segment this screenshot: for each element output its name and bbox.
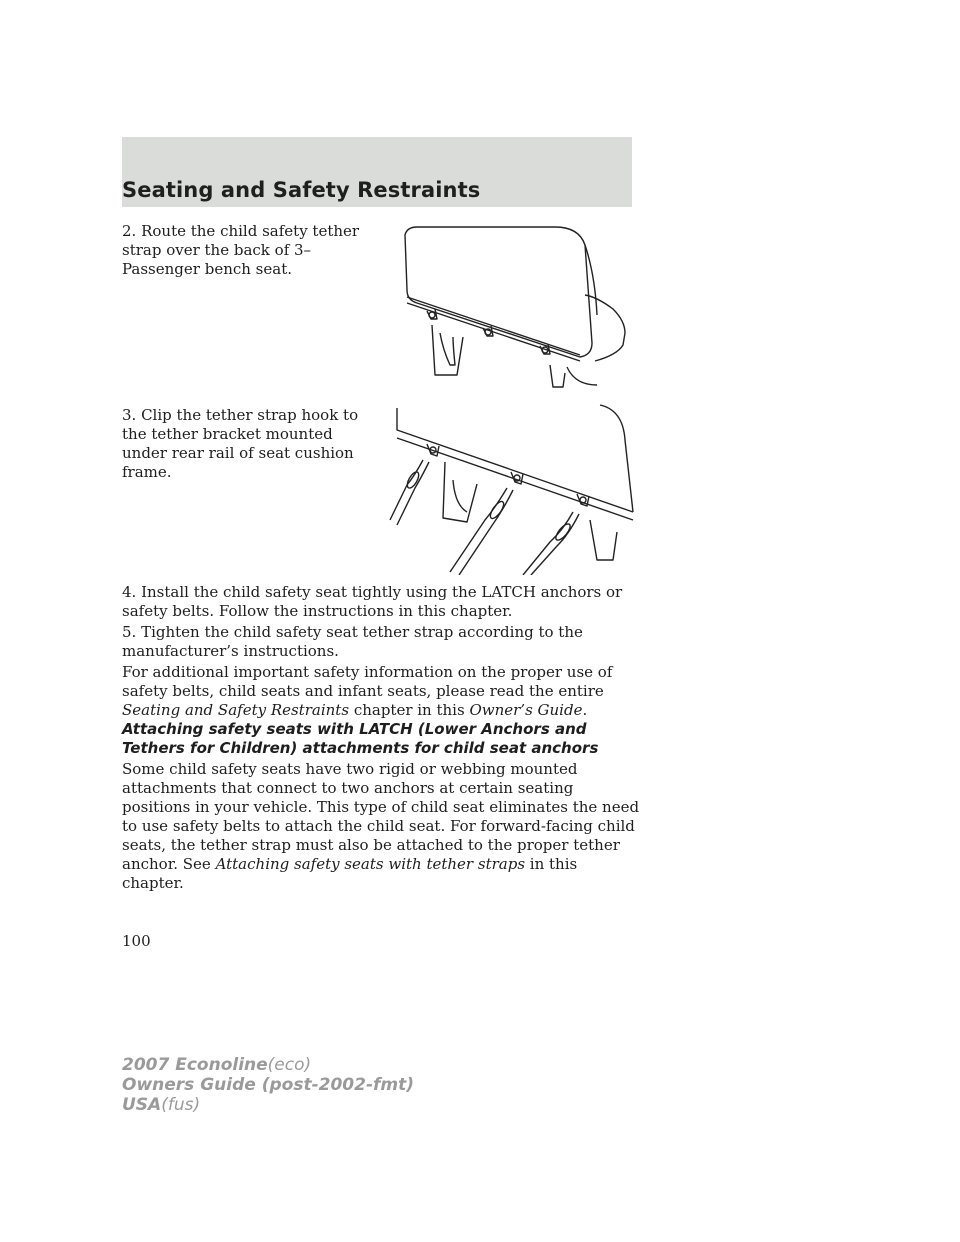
para2-text-a: Some child safety seats have two rigid or webbing mounted attachments that connect to two anchors at certain seating positions in your vehicle. This type of child seat eliminates the need to use safety belts to attach the child seat. For forward-facing child seats, the tether strap must also be attached to the proper tether anchor. See bbox=[122, 760, 640, 873]
para1-italic-a: Seating and Safety Restraints bbox=[122, 701, 350, 719]
footer-model: 2007 Econoline bbox=[122, 1055, 268, 1075]
footer-line-2 bbox=[122, 1075, 414, 1095]
document-footer bbox=[122, 1055, 414, 1115]
step-3-text: 3. Clip the tether strap hook to the tether bracket mounted under rear rail of seat cushion frame. bbox=[122, 406, 359, 481]
latch-heading: Attaching safety seats with LATCH (Lower Anchors and Tethers for Children) attachments for child seat anchors bbox=[122, 720, 599, 757]
latch-paragraph bbox=[122, 760, 642, 893]
step-2-text: 2. Route the child safety tether strap over the back of 3–Passenger bench seat. bbox=[122, 222, 360, 278]
para1-text-a: For additional important safety information on the proper use of safety belts, child seats and infant seats, please read the entire bbox=[122, 663, 613, 700]
footer-market: USA bbox=[122, 1095, 162, 1115]
footer-line-3 bbox=[122, 1095, 414, 1115]
footer-market-code: (fus) bbox=[161, 1095, 201, 1115]
step-5-text: 5. Tighten the child safety seat tether strap according to the manufacturer’s instructions. bbox=[122, 623, 583, 660]
para1-text-b: chapter in this bbox=[349, 701, 470, 719]
para1-italic-b: Owner’s Guide bbox=[469, 701, 583, 719]
bench-seat-tether-illustration bbox=[385, 215, 635, 390]
footer-line-1 bbox=[122, 1055, 414, 1075]
footer-model-code: (eco) bbox=[267, 1055, 312, 1075]
page-number: 100 bbox=[122, 932, 151, 950]
step-4-text: 4. Install the child safety seat tightly using the LATCH anchors or safety belts. Follow the instructions in this chapter. bbox=[122, 583, 623, 620]
safety-info-paragraph bbox=[122, 663, 637, 720]
para2-italic-a: Attaching safety seats with tether straps bbox=[215, 855, 526, 873]
para1-text-c: . bbox=[582, 701, 588, 719]
tether-hook-illustration bbox=[385, 400, 635, 575]
section-title: Seating and Safety Restraints bbox=[122, 178, 481, 202]
footer-guide: Owners Guide (post-2002-fmt) bbox=[122, 1075, 415, 1095]
para2-text-b: in this chapter. bbox=[122, 855, 578, 892]
